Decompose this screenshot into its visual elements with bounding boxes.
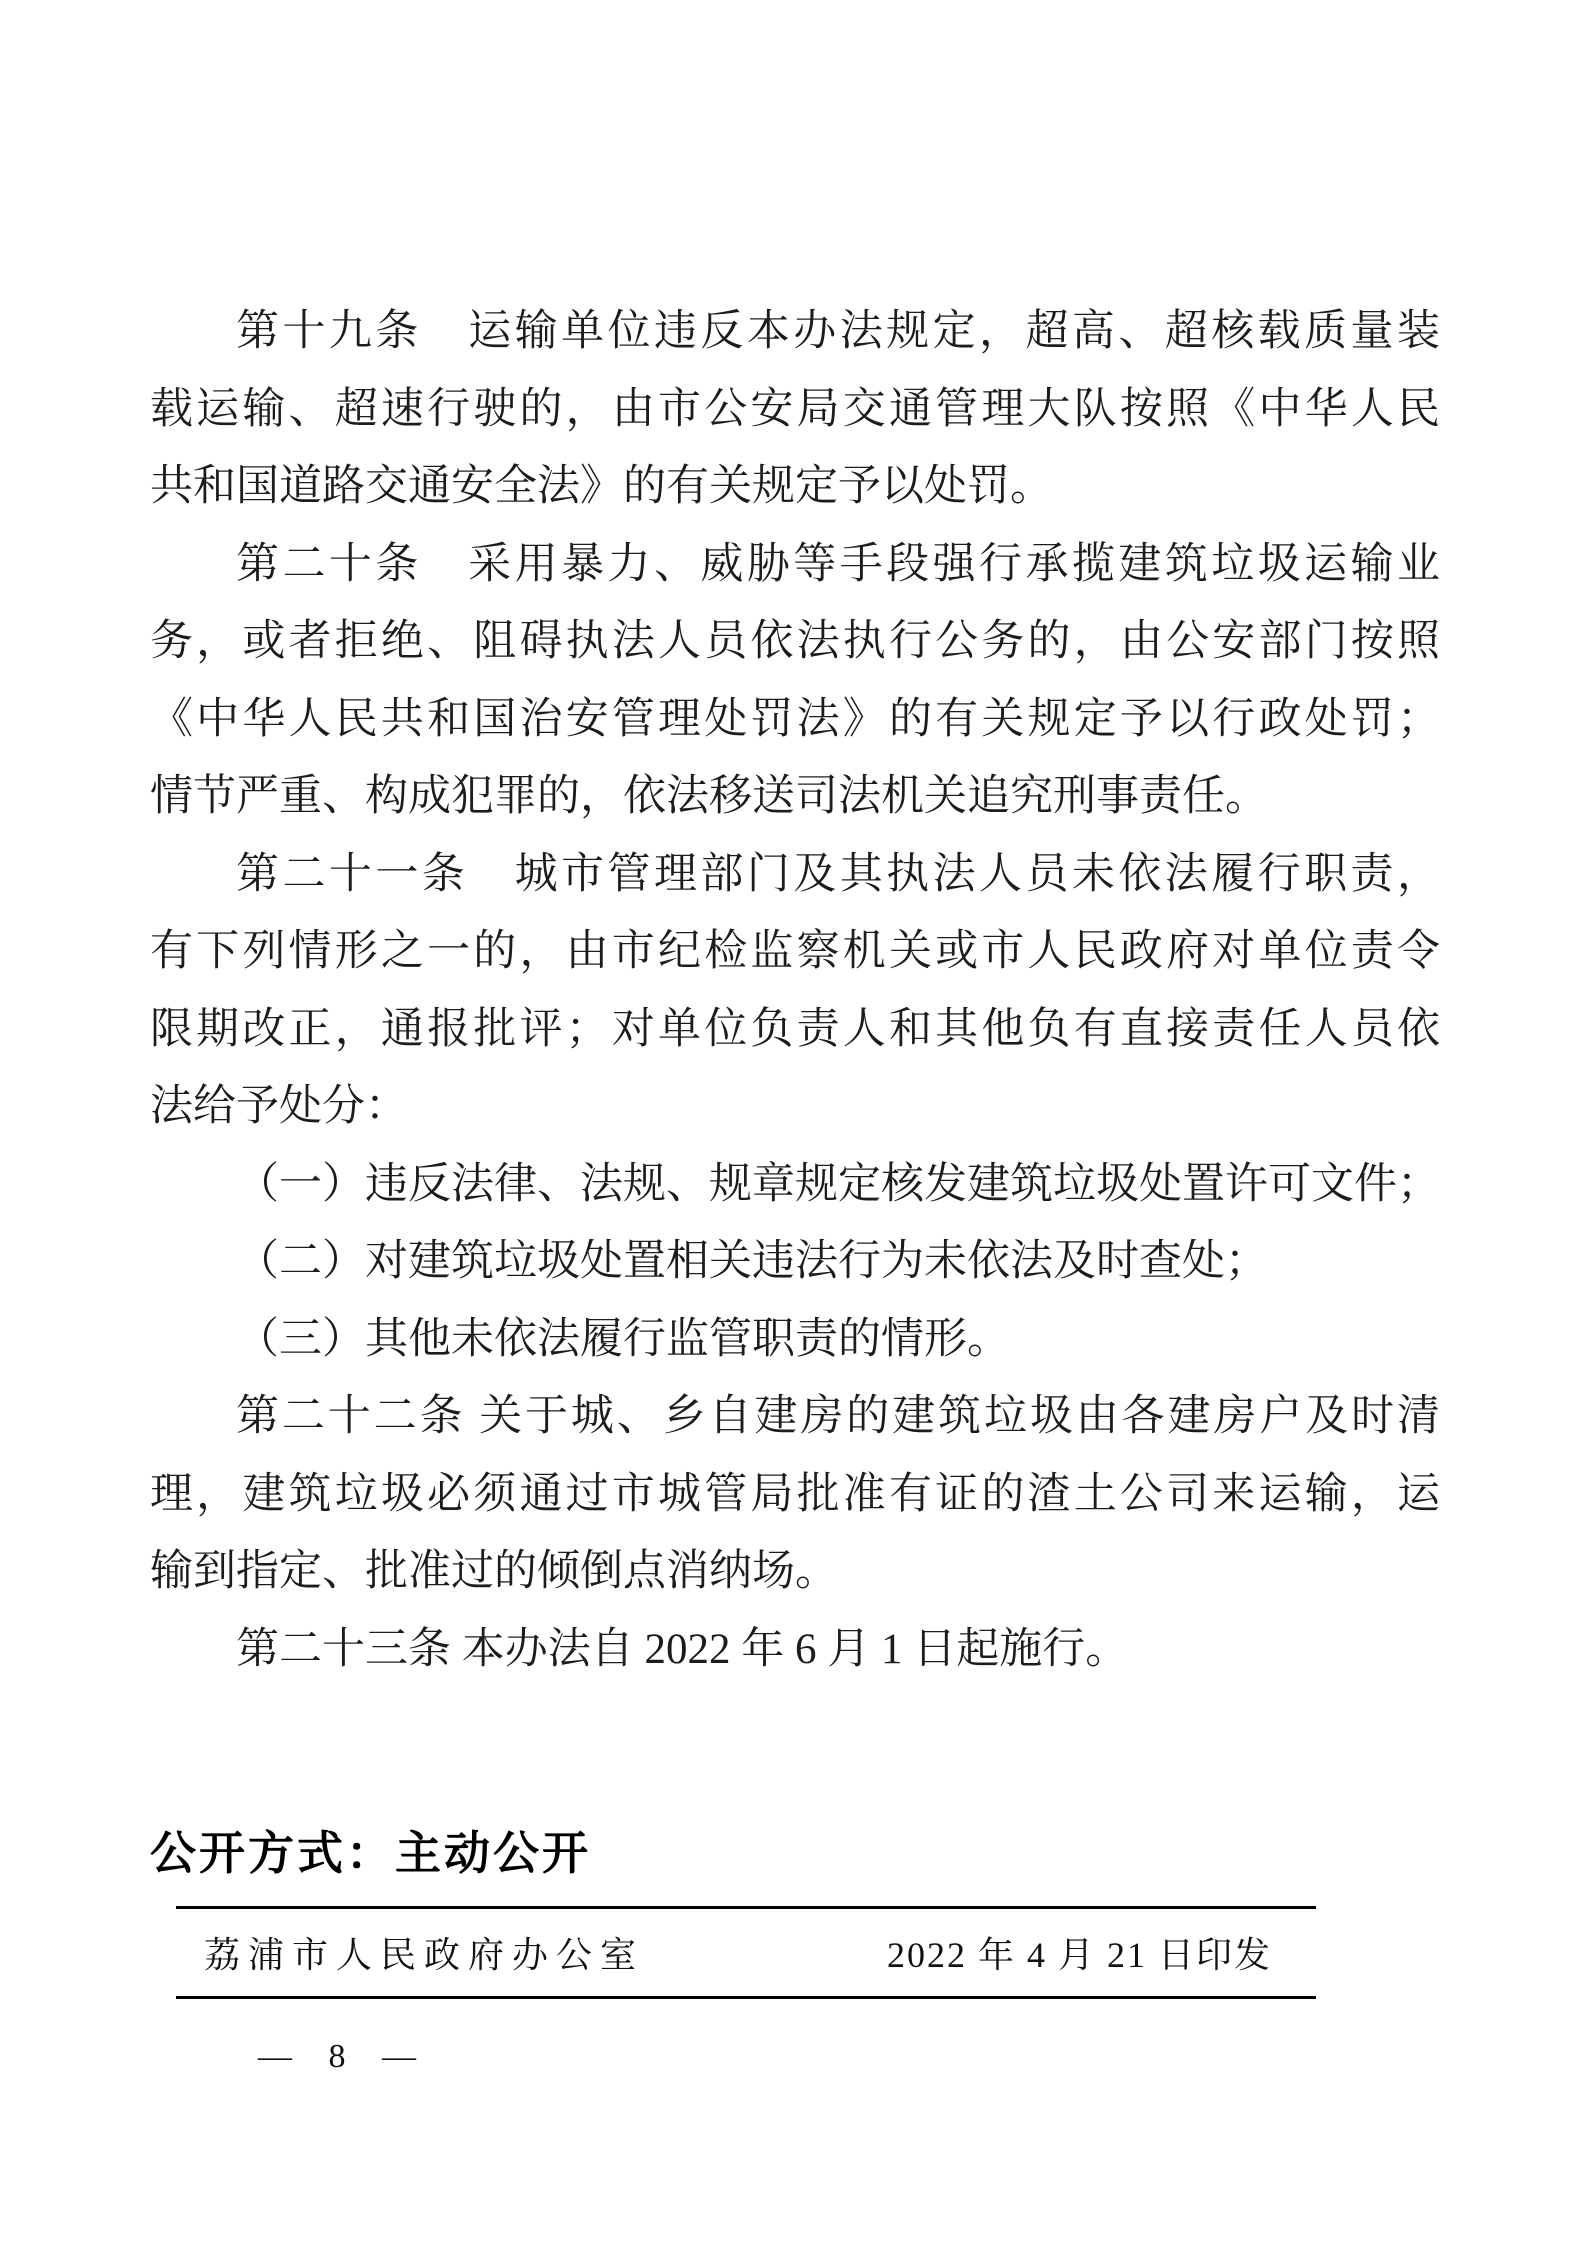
body-line: 输到指定、批准过的倾倒点消纳场。 — [150, 1548, 838, 1595]
body-line: 第十九条 运输单位违反本办法规定，超高、超核载质量装 — [236, 308, 1440, 355]
body-line: 第二十三条 本办法自 2022 年 6 月 1 日起施行。 — [236, 1625, 1129, 1673]
disclosure-method-label: 公开方式：主动公开 — [150, 1828, 591, 1879]
page-number: — 8 — — [258, 2038, 416, 2075]
body-line: 限期改正，通报批评；对单位负责人和其他负有直接责任人员依 — [150, 1005, 1440, 1053]
colophon — [176, 1906, 1316, 1999]
body-line: 务，或者拒绝、阻碍执法人员依法执行公务的，由公安部门按照 — [150, 618, 1440, 665]
body-line: 第二十二条 关于城、乡自建房的建筑垃圾由各建房户及时清 — [236, 1393, 1440, 1440]
document-body — [150, 293, 1440, 1688]
body-line: 载运输、超速行驶的，由市公安局交通管理大队按照《中华人民 — [150, 385, 1440, 433]
body-line: 理，建筑垃圾必须通过市城管局批准有证的渣土公司来运输，运 — [150, 1470, 1440, 1518]
body-line: 情节严重、构成犯罪的，依法移送司法机关追究刑事责任。 — [150, 773, 1268, 820]
body-line: 法给予处分： — [150, 1083, 408, 1130]
body-line: （一）违反法律、法规、规章规定核发建筑垃圾处置许可文件； — [236, 1160, 1440, 1208]
body-line: （二）对建筑垃圾处置相关违法行为未依法及时查处； — [236, 1238, 1268, 1285]
body-line: 《中华人民共和国治安管理处罚法》的有关规定予以行政处罚； — [150, 695, 1440, 743]
body-line: （三）其他未依法履行监管职责的情形。 — [236, 1315, 1010, 1363]
body-line: 共和国道路交通安全法》的有关规定予以处罚。 — [150, 463, 1053, 510]
print-date: 2022 年 4 月 21 日印发 — [886, 1935, 1272, 1975]
issuing-office: 荔浦市人民政府办公室 — [204, 1935, 645, 1975]
body-line: 有下列情形之一的，由市纪检监察机关或市人民政府对单位责令 — [150, 928, 1440, 975]
body-line: 第二十条 采用暴力、威胁等手段强行承揽建筑垃圾运输业 — [236, 540, 1440, 588]
body-line: 第二十一条 城市管理部门及其执法人员未依法履行职责， — [236, 850, 1440, 898]
